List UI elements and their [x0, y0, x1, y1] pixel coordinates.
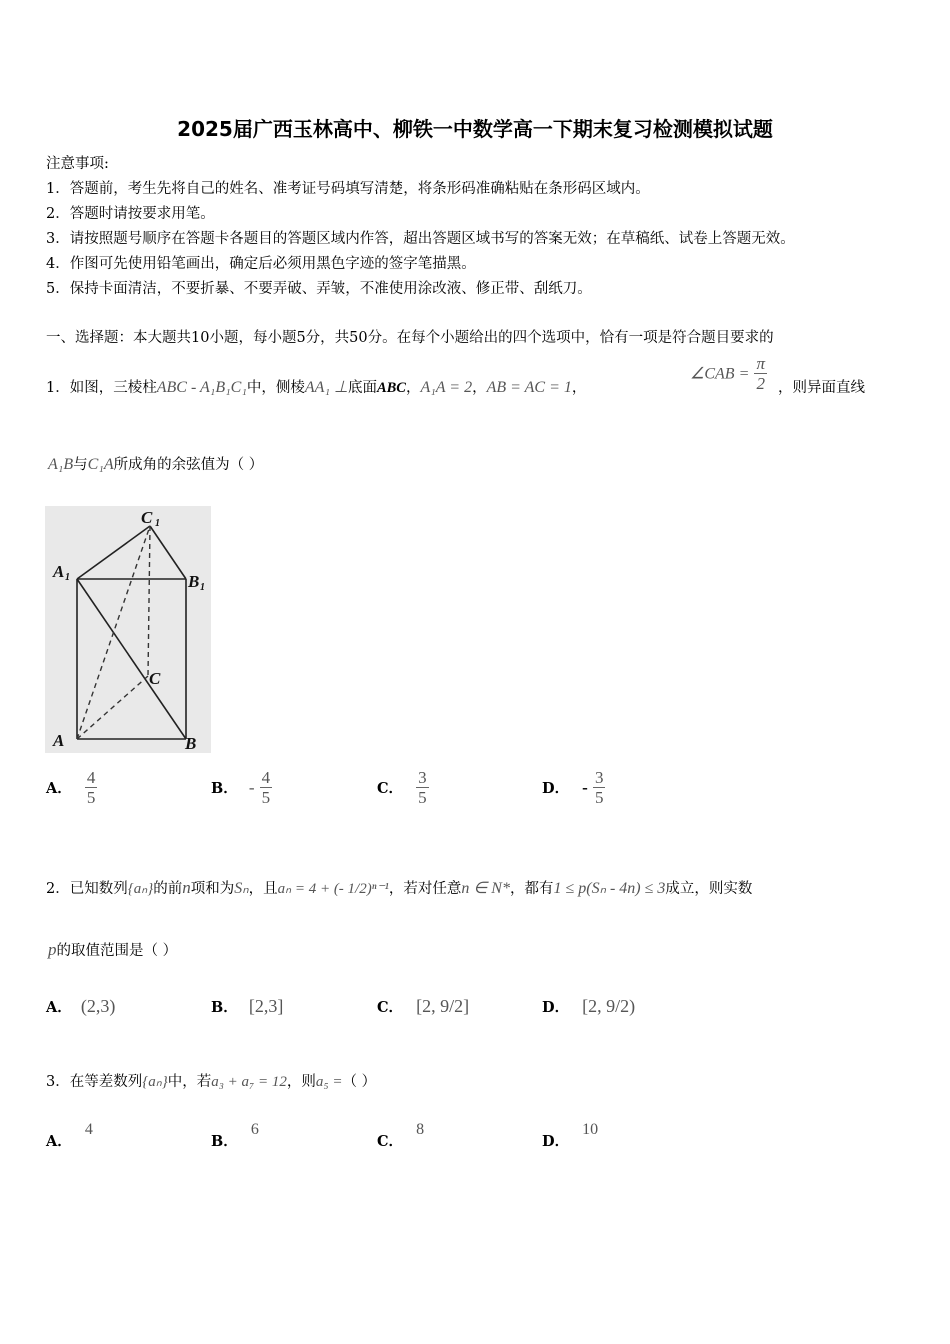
q1-option-c[interactable] — [377, 768, 429, 807]
numerator: 4 — [261, 768, 271, 787]
label-a1: A — [53, 562, 65, 581]
minus-sign: - — [248, 777, 255, 797]
q2-seq: {aₙ} — [127, 881, 154, 897]
option-label: B． — [211, 1133, 238, 1150]
option-fraction — [85, 768, 98, 807]
note-item-5: 5．保持卡面清洁，不要折暴、不要弄破、弄皱，不准使用涂改液、修正带、刮纸刀。 — [46, 281, 592, 297]
q1-text: 与 — [73, 457, 88, 473]
option-label: A． — [46, 780, 72, 797]
label-b1: B — [188, 572, 200, 591]
option-label: D． — [542, 999, 570, 1016]
label-c1: C — [141, 508, 153, 527]
option-label: C． — [377, 999, 404, 1016]
q1-comma: ， — [405, 380, 421, 396]
page-title: 2025届广西玉林高中、柳铁一中数学高一下期末复习检测模拟试题 — [177, 117, 773, 141]
q3-option-c[interactable] — [377, 1118, 425, 1150]
q1-text: 所成角的余弦值为（ ） — [113, 457, 264, 473]
label-b1-sub: 1 — [200, 582, 205, 593]
question-1-line-1 — [46, 376, 586, 397]
q3-text: 中，若 — [167, 1074, 212, 1090]
note-item-1: 1．答题前，考生先将自己的姓名、准考证号码填写清楚，将条形码准确粘贴在条形码区域内。 — [46, 181, 650, 197]
question-2-line-1 — [46, 877, 752, 898]
q1-text: 底面 — [347, 380, 377, 396]
q1-angle: ∠CAB = — [690, 365, 750, 383]
q2-text: 的前 — [153, 881, 183, 897]
q3-option-d[interactable] — [542, 1118, 599, 1150]
q2-text: 已知数列 — [69, 881, 128, 897]
option-label: B． — [211, 780, 238, 797]
q2-n: n — [182, 878, 191, 897]
q1-text: ，则异面直线 — [778, 380, 865, 396]
option-value: 8 — [416, 1121, 425, 1138]
section-heading: 一、选择题：本大题共10小题，每小题5分，共50分。在每个小题给出的四个选项中，恰有一项是符合题目要求的 — [46, 330, 774, 346]
q1-comma: ， — [571, 380, 587, 396]
option-fraction — [260, 768, 273, 807]
option-label: A． — [46, 1133, 72, 1150]
q2-option-c[interactable] — [377, 996, 469, 1017]
q2-formula: aₙ = 4 + (- 1/2)ⁿ⁻¹ — [277, 881, 389, 897]
q3-text: （ ） — [342, 1074, 377, 1090]
q1-option-a[interactable] — [46, 768, 97, 807]
q2-text: ，且 — [248, 881, 278, 897]
q2-text: 项和为 — [190, 881, 235, 897]
q1-line-a1b: A₁B — [48, 456, 74, 473]
denominator: 5 — [594, 788, 604, 807]
option-label: A． — [46, 999, 72, 1016]
minus-sign: - — [582, 777, 588, 797]
prism-figure — [45, 506, 211, 753]
q3-option-b[interactable] — [211, 1118, 259, 1150]
option-value: [2, 9/2) — [582, 996, 636, 1016]
option-label: C． — [377, 780, 404, 797]
option-value: [2,3] — [248, 996, 284, 1016]
label-c1-sub: 1 — [155, 518, 160, 529]
q1-text: 如图，三棱柱 — [69, 380, 157, 396]
q1-option-d[interactable] — [542, 768, 605, 807]
q2-option-b[interactable] — [211, 996, 283, 1017]
q3-seq: {aₙ} — [142, 1074, 168, 1090]
label-a: A — [53, 731, 65, 750]
q1-edge: AA₁ ⊥ — [304, 379, 348, 396]
question-number: 2． — [46, 881, 70, 897]
option-value: (2,3) — [80, 996, 116, 1016]
label-b: B — [185, 734, 197, 753]
q2-domain: n ∈ N* — [461, 880, 510, 897]
q2-inequality: 1 ≤ p(Sₙ - 4n) ≤ 3 — [553, 880, 666, 897]
q3-option-a[interactable] — [46, 1118, 93, 1150]
q1-pi: π — [756, 354, 765, 373]
q3-text: 在等差数列 — [69, 1074, 143, 1090]
q2-text: ，都有 — [509, 881, 554, 897]
option-label: D． — [542, 780, 570, 797]
note-item-2: 2．答题时请按要求用笔。 — [46, 206, 215, 222]
q3-condition: a₃ + a₇ = 12 — [211, 1074, 287, 1090]
option-label: D． — [542, 1133, 570, 1150]
label-a1-sub: 1 — [65, 572, 70, 583]
q1-cond-2: AB = AC = 1 — [486, 379, 572, 396]
q3-text: ，则 — [286, 1074, 316, 1090]
q3-target: a₅ = — [315, 1074, 343, 1090]
notes-heading: 注意事项: — [46, 156, 109, 172]
q1-angle-fraction — [754, 354, 767, 393]
q2-text: 成立，则实数 — [665, 881, 753, 897]
q2-p: p — [48, 940, 57, 959]
q1-text: 中，侧棱 — [246, 380, 305, 396]
option-value: 4 — [84, 1121, 93, 1138]
q1-cond-1: A₁A = 2 — [420, 379, 473, 396]
numerator: 3 — [418, 768, 427, 787]
label-c: C — [149, 669, 161, 688]
denominator: 5 — [418, 788, 427, 807]
q2-text: ，若对任意 — [388, 881, 462, 897]
denominator: 5 — [86, 788, 96, 807]
option-fraction — [416, 768, 429, 807]
q1-angle-condition — [690, 354, 767, 393]
option-value: 10 — [582, 1121, 599, 1138]
question-3-line-1 — [46, 1070, 376, 1091]
q1-option-b[interactable] — [211, 768, 272, 807]
q2-text: 的取值范围是（ ） — [56, 943, 178, 959]
numerator: 3 — [594, 768, 604, 787]
note-item-4: 4．作图可先使用铅笔画出，确定后必须用黑色字迹的签字笔描黑。 — [46, 256, 476, 272]
option-label: C． — [377, 1133, 404, 1150]
q2-sn: Sₙ — [234, 880, 249, 897]
question-1-line-2 — [48, 453, 263, 474]
option-fraction — [593, 768, 606, 807]
question-number: 3． — [46, 1074, 70, 1090]
note-item-3: 3．请按照题号顺序在答题卡各题目的答题区域内作答，超出答题区域书写的答案无效；在草稿纸、试卷上答题无效。 — [46, 231, 795, 247]
q1-base: ABC — [376, 380, 406, 396]
q1-comma: ， — [472, 380, 487, 396]
q1-two: 2 — [756, 374, 765, 393]
question-number: 1． — [46, 380, 70, 396]
option-value: 6 — [250, 1121, 259, 1138]
denominator: 5 — [261, 788, 271, 807]
option-label: B． — [211, 999, 238, 1016]
option-value: [2, 9/2] — [416, 996, 470, 1016]
q1-prism: ABC - A₁B₁C₁ — [156, 379, 247, 396]
q2-option-d[interactable] — [542, 996, 635, 1017]
q2-option-a[interactable] — [46, 996, 115, 1017]
numerator: 4 — [86, 768, 96, 787]
q1-line-c1a: C₁A — [87, 456, 114, 473]
question-2-line-2 — [48, 939, 177, 960]
